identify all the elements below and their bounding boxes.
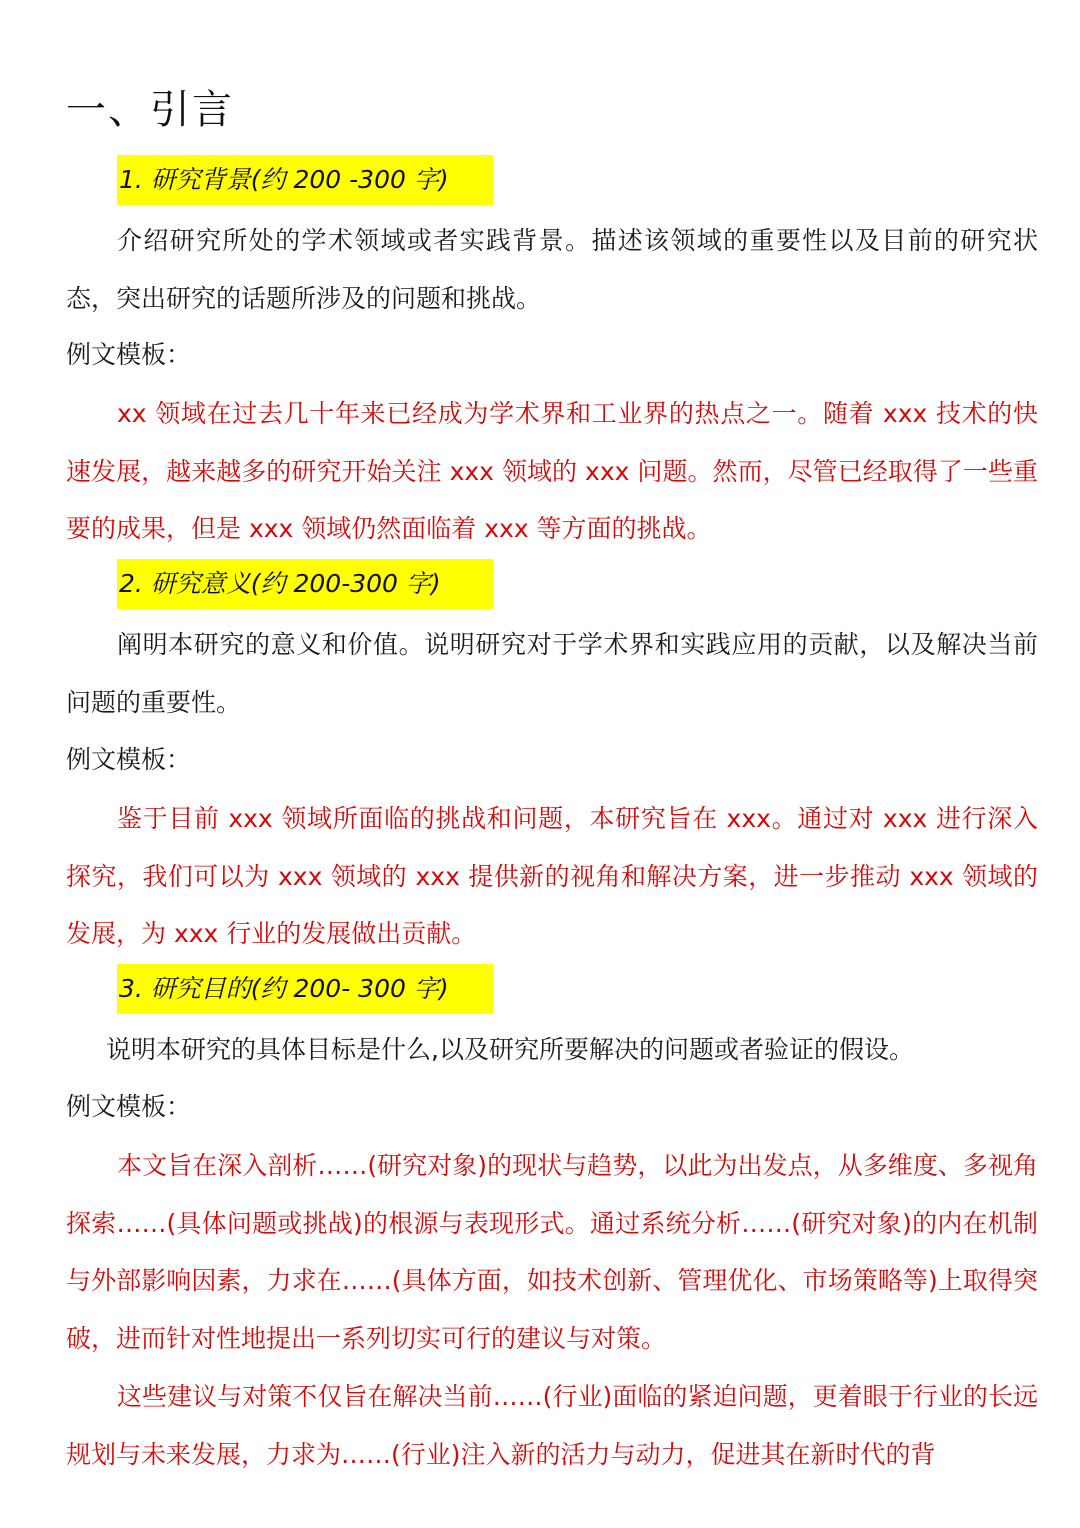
- example-paragraph-purpose-1: 本文旨在深入剖析……(研究对象)的现状与趋势，以此为出发点，从多维度、多视角探索……(具体问题或挑战)的根源与表现形式。通过系统分析……(研究对象)的内在机制与外部影响因素，力求在……(具体方面，如技术创新、管理优化、市场策略等)上取得突破，进而针对性地提出一系列切实可行的建议与对策。: [66, 1151, 1038, 1353]
- section-heading-purpose: 3. 研究目的(约 200- 300 字): [117, 964, 493, 1014]
- example-paragraph-significance: 鉴于目前 xxx 领域所面临的挑战和问题，本研究旨在 xxx。通过对 xxx 进行深入探究，我们可以为 xxx 领域的 xxx 提供新的视角和解决方案，进一步推动 xxx 领域的发展，为 xxx 行业的发展做出贡献。: [66, 804, 1038, 948]
- section-description-background: 介绍研究所处的学术领域或者实践背景。描述该领域的重要性以及目前的研究状态，突出研究的话题所涉及的问题和挑战。: [66, 226, 1038, 313]
- example-paragraph-purpose-2: 这些建议与对策不仅旨在解决当前……(行业)面临的紧迫问题，更着眼于行业的长远规划与未来发展，力求为……(行业)注入新的活力与动力，促进其在新时代的背: [66, 1382, 1038, 1469]
- section-description-purpose: 说明本研究的具体目标是什么,以及研究所要解决的问题或者验证的假设。: [106, 1035, 914, 1064]
- example-label: 例文模板：: [66, 1092, 192, 1121]
- example-label: 例文模板：: [66, 745, 192, 774]
- example-label: 例文模板：: [66, 340, 192, 369]
- example-paragraph-background: xx 领域在过去几十年来已经成为学术界和工业界的热点之一。随着 xxx 技术的快速发展，越来越多的研究开始关注 xxx 领域的 xxx 问题。然而，尽管已经取得了一些重要的成果，但是 xxx 领域仍然面临着 xxx 等方面的挑战。: [66, 399, 1038, 543]
- section-heading-background: 1. 研究背景(约 200 -300 字): [117, 155, 493, 205]
- page-title: 一、引言: [66, 87, 234, 133]
- section-heading-significance: 2. 研究意义(约 200-300 字): [117, 559, 493, 609]
- section-description-significance: 阐明本研究的意义和价值。说明研究对于学术界和实践应用的贡献，以及解决当前问题的重要性。: [66, 630, 1038, 717]
